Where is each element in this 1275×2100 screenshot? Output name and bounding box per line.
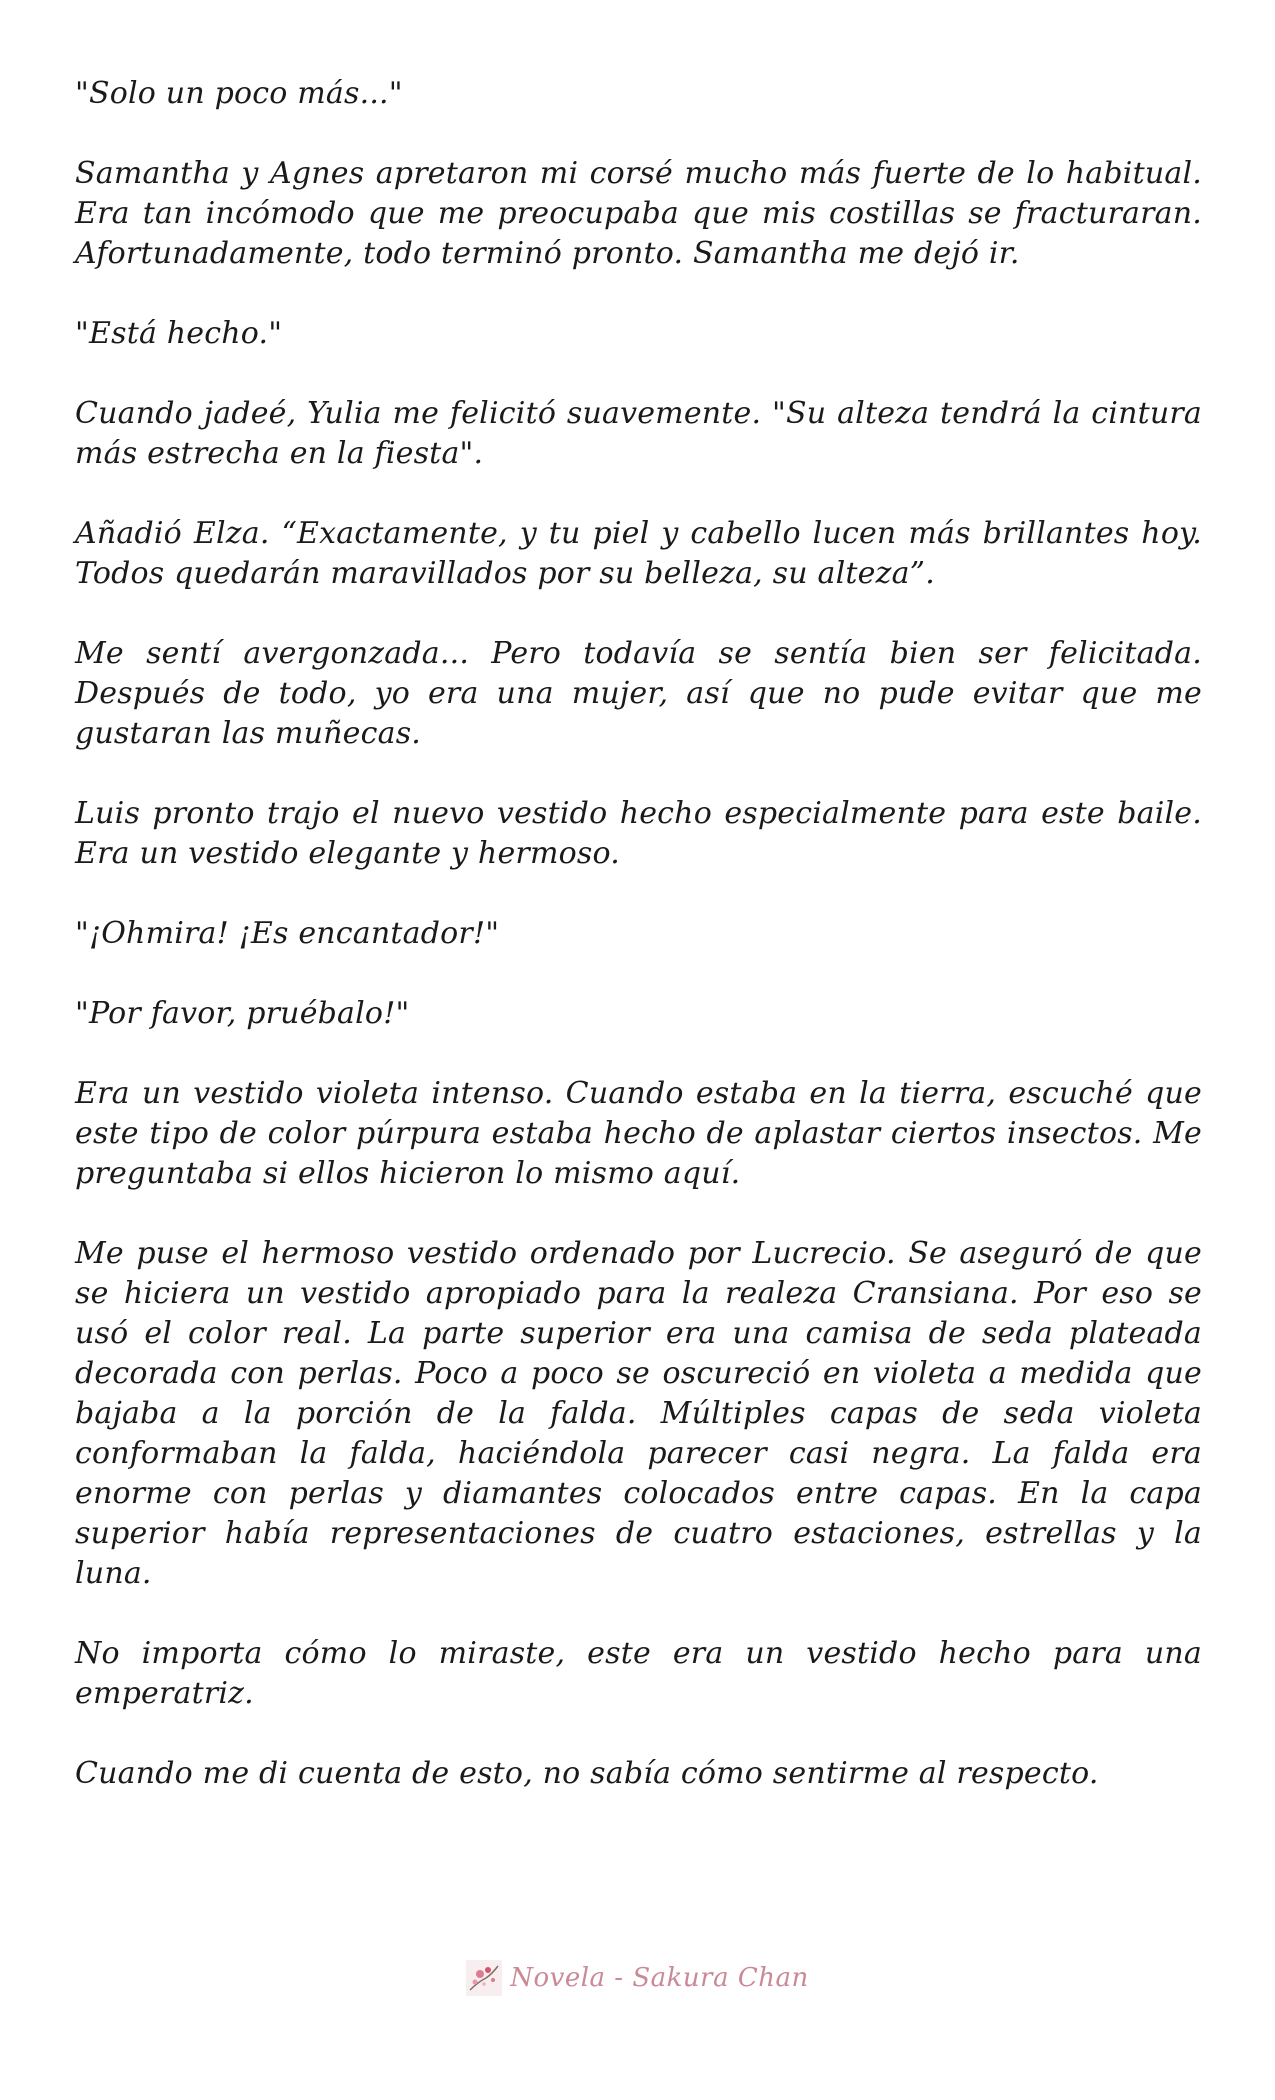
paragraph: "¡Ohmira! ¡Es encantador!" xyxy=(75,916,500,951)
paragraph: No importa cómo lo miraste, este era un vestido hecho para una emperatriz. xyxy=(75,1636,1202,1711)
paragraph: "Por favor, pruébalo!" xyxy=(75,996,410,1031)
paragraph: Me puse el hermoso vestido ordenado por Lucrecio. Se aseguró de que se hiciera un vestido apropiado para la realeza Cransiana. Por eso se usó el color real. La parte superior era una camisa de seda plateada decorada con perlas. Poco a poco se oscureció en violeta a medida que bajaba a la porción de la falda. Múltiples capas de seda violeta conformaban la falda, haciéndola parecer casi negra. La falda era enorme con perlas y diamantes colocados entre capas. En la capa superior había representaciones de cuatro estaciones, estrellas y la luna. xyxy=(75,1236,1202,1591)
paragraph: "Está hecho." xyxy=(75,316,283,351)
paragraph: Era un vestido violeta intenso. Cuando estaba en la tierra, escuché que este tipo de color púrpura estaba hecho de aplastar ciertos insectos. Me preguntaba si ellos hicieron lo mismo aquí. xyxy=(75,1076,1202,1191)
novel-text xyxy=(75,74,1202,1834)
paragraph: Cuando me di cuenta de esto, no sabía cómo sentirme al respecto. xyxy=(75,1756,1099,1791)
paragraph: Me sentí avergonzada... Pero todavía se sentía bien ser felicitada. Después de todo, yo era una mujer, así que no pude evitar que me gustaran las muñecas. xyxy=(75,636,1202,751)
paragraph: Cuando jadeé, Yulia me felicitó suavemente. "Su alteza tendrá la cintura más estrecha en la fiesta". xyxy=(75,396,1202,471)
paragraph: Luis pronto trajo el nuevo vestido hecho especialmente para este baile. Era un vestido elegante y hermoso. xyxy=(75,796,1202,871)
watermark-logo xyxy=(466,1960,809,1996)
sakura-blossom-icon xyxy=(466,1960,502,1996)
paragraph: Samantha y Agnes apretaron mi corsé mucho más fuerte de lo habitual. Era tan incómodo que me preocupaba que mis costillas se fracturaran. Afortunadamente, todo terminó pronto. Samantha me dejó ir. xyxy=(75,156,1202,271)
paragraph: "Solo un poco más..." xyxy=(75,76,403,111)
footer-watermark xyxy=(0,1960,1275,1996)
watermark-text: Novela - Sakura Chan xyxy=(510,1963,809,1993)
paragraph: Añadió Elza. “Exactamente, y tu piel y cabello lucen más brillantes hoy. Todos quedarán maravillados por su belleza, su alteza”. xyxy=(75,516,1202,591)
